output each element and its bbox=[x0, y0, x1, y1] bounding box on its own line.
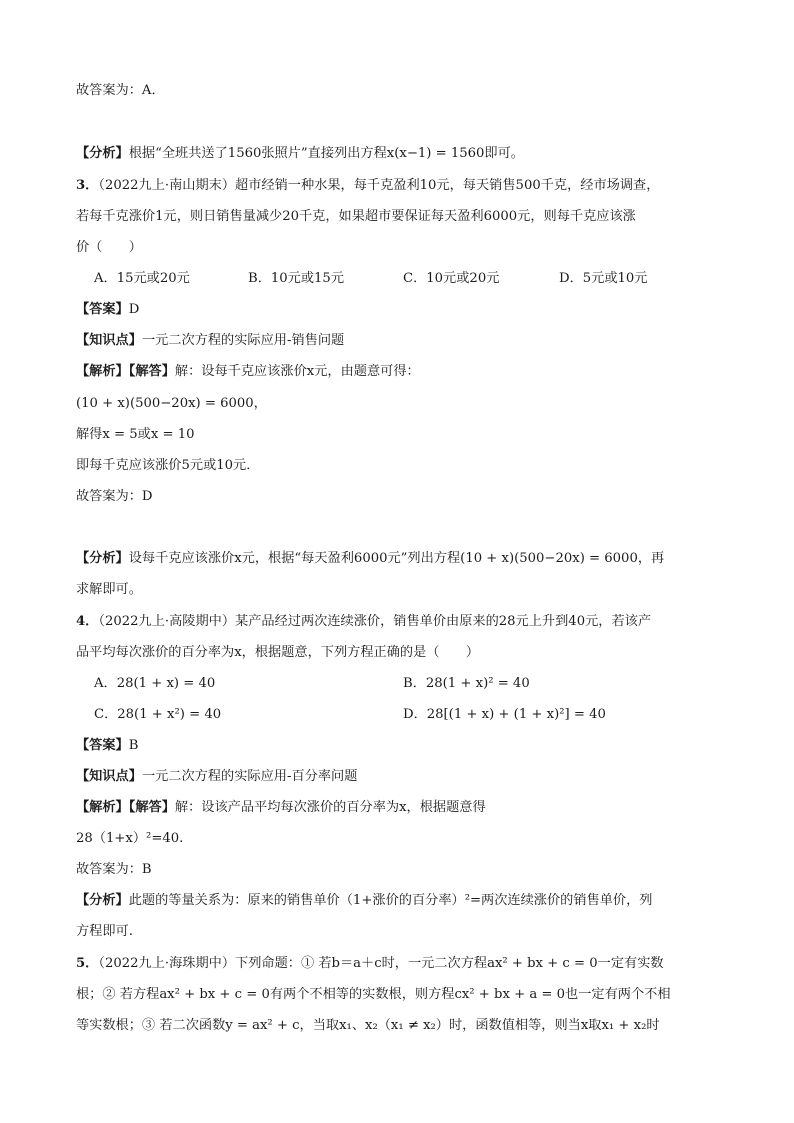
analysis-tag: 【分析】 bbox=[76, 551, 129, 566]
solution-text: 解：设每千克应该涨价x元，由题意可得： bbox=[174, 364, 420, 379]
knowledge-text: 一元二次方程的实际应用-销售问题 bbox=[141, 333, 345, 348]
solution-text: 解：设该产品平均每次涨价的百分率为x，根据题意得 bbox=[174, 800, 486, 815]
analysis-line-cont: 求解即可。 bbox=[76, 582, 142, 597]
question-3-stem-cont: 若每千克涨价1元，则日销售量减少20千克，如果超市要保证每天盈利6000元，则每千克应该涨 bbox=[76, 209, 636, 224]
answer-text: D bbox=[128, 302, 140, 317]
solution-tag: 【解析】【解答】 bbox=[76, 364, 175, 379]
option-d: D．28[(1 + x) + (1 + x)²] = 40 bbox=[403, 707, 606, 722]
answer-text: B bbox=[128, 738, 139, 753]
final-answer-line: 故答案为：B bbox=[76, 862, 152, 877]
knowledge-tag: 【知识点】 bbox=[76, 769, 142, 784]
solution-line: 即每千克应该涨价5元或10元． bbox=[76, 458, 260, 473]
question-5-stem-cont: 根；② 若方程ax² + bx + c = 0有两个不相等的实数根，则方程cx² + bx + a = 0也一定有两个不相 bbox=[76, 987, 671, 1002]
question-text: （2022九上·高陵期中）某产品经过两次连续涨价，销售单价由原来的28元上升到40元，若该产 bbox=[98, 614, 652, 629]
final-answer-line: 故答案为：D bbox=[76, 489, 153, 504]
question-number: 3． bbox=[76, 178, 99, 193]
answer-line: 故答案为：A． bbox=[76, 83, 165, 98]
knowledge-text: 一元二次方程的实际应用-百分率问题 bbox=[141, 769, 358, 784]
option-a: A．28(1 + x) = 40 bbox=[94, 676, 216, 691]
analysis-line bbox=[76, 891, 726, 911]
analysis-tag: 【分析】 bbox=[76, 146, 129, 161]
question-number: 4． bbox=[76, 614, 99, 629]
analysis-tag: 【分析】 bbox=[76, 893, 129, 908]
equation-line: (10 + x)(500−20x) = 6000， bbox=[76, 396, 267, 411]
analysis-text: 设每千克应该涨价x元，根据“每天盈利6000元”列出方程(10 + x)(500−20x) = 6000，再 bbox=[128, 551, 665, 566]
option-c: C．10元或20元 bbox=[403, 271, 500, 286]
question-3-stem-cont: 价（ ） bbox=[76, 240, 142, 255]
knowledge-line bbox=[76, 767, 726, 787]
question-text: （2022九上·海珠期中）下列命题：① 若b＝a＋c时，一元二次方程ax² + bx + c = 0一定有实数 bbox=[98, 956, 664, 971]
solution-line bbox=[76, 798, 726, 818]
analysis-line bbox=[76, 549, 726, 569]
answer-line bbox=[76, 736, 726, 756]
question-3-stem bbox=[76, 176, 726, 196]
question-4-stem-cont: 品平均每次涨价的百分率为x，根据题意，下列方程正确的是（ ） bbox=[76, 645, 480, 660]
analysis-line-cont: 方程即可. bbox=[76, 924, 133, 939]
option-a: A．15元或20元 bbox=[94, 271, 190, 286]
knowledge-tag: 【知识点】 bbox=[76, 333, 142, 348]
analysis-text: 此题的等量关系为：原来的销售单价（1+涨价的百分率）²=两次连续涨价的销售单价，列 bbox=[128, 893, 653, 908]
analysis-line bbox=[76, 144, 726, 164]
knowledge-line bbox=[76, 331, 726, 351]
analysis-text: 根据“全班共送了1560张照片”直接列出方程x(x−1) = 1560即可。 bbox=[128, 146, 524, 161]
option-d: D．5元或10元 bbox=[559, 271, 648, 286]
answer-tag: 【答案】 bbox=[76, 302, 129, 317]
answer-line bbox=[76, 300, 726, 320]
question-4-stem bbox=[76, 612, 726, 632]
solution-line: 解得x = 5或x = 10 bbox=[76, 427, 195, 442]
question-5-stem-cont: 等实数根；③ 若二次函数y = ax² + c，当取x₁、x₂（x₁ ≠ x₂）时，函数值相等，则当x取x₁ + x₂时 bbox=[76, 1018, 660, 1033]
option-b: B．10元或15元 bbox=[248, 271, 345, 286]
answer-tag: 【答案】 bbox=[76, 738, 129, 753]
option-c: C．28(1 + x²) = 40 bbox=[94, 707, 222, 722]
solution-tag: 【解析】【解答】 bbox=[76, 800, 175, 815]
question-text: （2022九上·南山期末）超市经销一种水果，每千克盈利10元，每天销售500千克，经市场调查， bbox=[98, 178, 660, 193]
option-b: B．28(1 + x)² = 40 bbox=[403, 676, 530, 691]
question-5-stem bbox=[76, 954, 726, 974]
solution-line bbox=[76, 362, 726, 382]
question-number: 5． bbox=[76, 956, 99, 971]
equation-line: 28（1+x）²=40. bbox=[76, 831, 184, 846]
